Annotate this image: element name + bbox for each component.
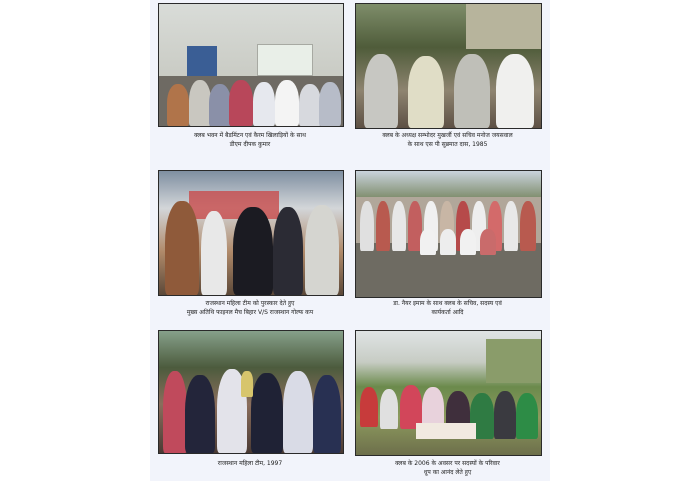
caption-photo-6 (355, 459, 540, 477)
caption-line: डा. नैयर इमाम के साथ क्लब के सचिव, सदस्य एवं (393, 300, 502, 307)
caption-line: कार्यकर्ता आदि (431, 309, 464, 316)
photo-families-sunshine (355, 330, 542, 456)
caption-photo-2 (355, 131, 540, 149)
photo-womens-team (158, 330, 344, 454)
caption-photo-4 (355, 299, 540, 317)
caption-line: क्लब के अध्यक्ष सम्भोदर मुखर्जी एवं सचिव मनोज जयसवाल (382, 132, 513, 139)
photo-four-officials (355, 3, 542, 129)
photo-ground-group (355, 170, 542, 298)
caption-line: के साथ एस पी सुब्रमात दास, 1985 (407, 141, 488, 148)
album-page (150, 0, 550, 481)
caption-line: धूप का आनंद लेते हुए (423, 469, 472, 476)
caption-photo-3 (158, 299, 342, 317)
caption-line: क्लब भवन में बैडमिंटन एवं कैरम खिलाड़ियों के साथ (194, 132, 306, 139)
caption-line: डीएम दीपक कुमार (229, 141, 271, 148)
caption-line: राजस्थान महिला टीम, 1997 (217, 460, 283, 467)
caption-photo-1 (158, 131, 342, 149)
photo-award-presentation (158, 170, 344, 296)
caption-line: मुख्य अतिथि फाइनल मैच बिहार V/S राजस्थान गोल्फ कप (186, 309, 314, 316)
caption-line: क्लब के 2006 के अवसर पर सदस्यों के परिवार (395, 460, 500, 467)
photo-indoor-group (158, 3, 344, 127)
caption-photo-5 (158, 459, 342, 468)
caption-line: राजस्थान महिला टीम को पुरस्कार देते हुए (205, 300, 295, 307)
